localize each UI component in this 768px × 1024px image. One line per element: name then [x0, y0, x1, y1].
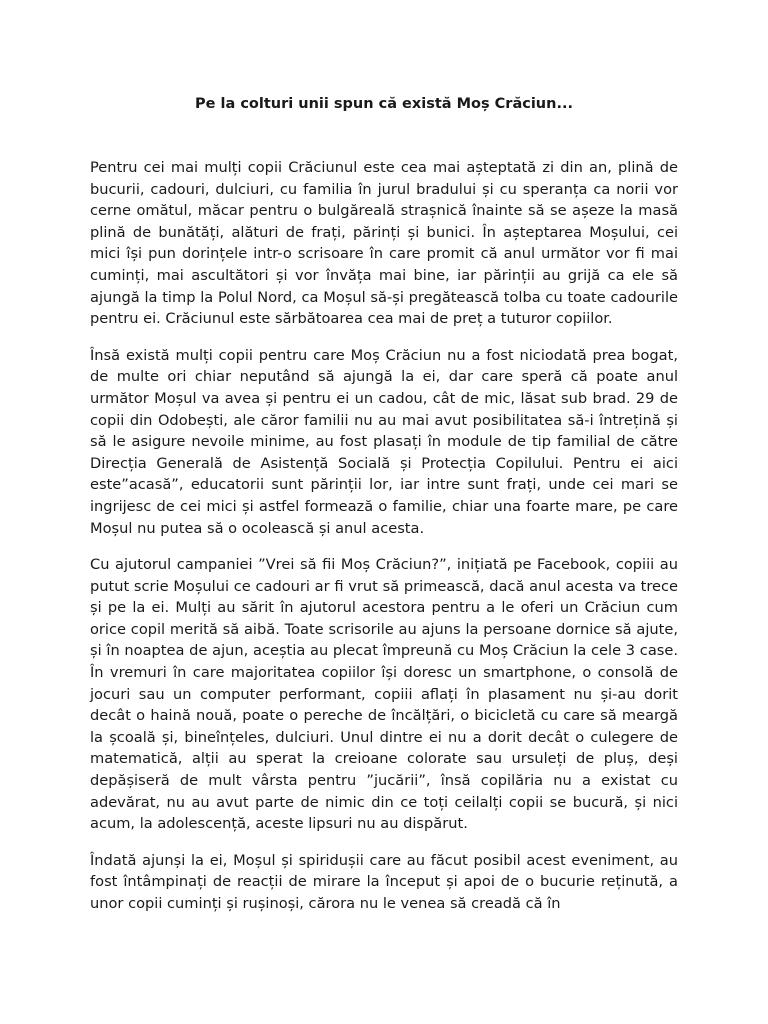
paragraph-4: Îndată ajunși la ei, Moșul și spiridușii care au făcut posibil acest eveniment, au fost întâmpinați de reacții de mirare la început și apoi de o bucurie reținută, a unor copii cuminți și rușinoși, cărora nu le venea să creadă că în: [90, 851, 678, 912]
paragraph-3: Cu ajutorul campaniei ”Vrei să fii Moș Crăciun?”, inițiată pe Facebook, copiii au putut scrie Moșului ce cadouri ar fi vrut să primească, dacă anul acesta va trece și pe la ei. Mulți au sărit în ajutorul acestora pentru a le oferi un Crăciun cum orice copil merită să aibă. Toate scrisorile au ajuns la persoane dornice să ajute, și în noaptea de ajun, aceștia au plecat împreună cu Moș Crăciun la cele 3 case. În vremuri în care majoritatea copiilor își doresc un smartphone, o consolă de jocuri sau un computer performant, copiii aflați în plasament nu și-au dorit decât o haină nouă, poate o pereche de încălțări, o bicicletă cu care să meargă la școală și, bineînțeles, dulciuri. Unul dintre ei nu a dorit decât o culegere de matematică, alții au sperat la creioane colorate sau ursuleți de pluș, deși depășiseră de mult vârsta pentru ”jucării”, însă copilăria nu a existat cu adevărat, nu au avut parte de nimic din ce toți ceilalți copii se bucură, și nici acum, la adolescență, aceste lipsuri nu au dispărut.: [90, 556, 678, 833]
paragraph-1: Pentru cei mai mulți copii Crăciunul este cea mai așteptată zi din an, plină de bucurii, cadouri, dulciuri, cu familia în jurul bradului și cu speranța ca norii vor cerne omătul, măcar pentru o bulgăreală strașnică înainte să se așeze la masă plină de bunătăți, alături de frați, părinți și bunici. În așteptarea Moșului, cei mici își pun dorințele intr-o scrisoare în care promit că anul următor vor fi mai cuminți, mai ascultători și vor învăța mai bine, iar părinții au grijă ca ele să ajungă la timp la Polul Nord, ca Moșul să-și pregătească tolba cu toate cadourile pentru ei. Crăciunul este sărbătoarea cea mai de preț a tuturor copiilor.: [90, 159, 678, 328]
document-body: [90, 157, 678, 930]
paragraph-2: Însă există mulți copii pentru care Moș Crăciun nu a fost niciodată prea bogat, de multe ori chiar neputând să ajungă la ei, dar care speră că poate anul următor Moșul va avea și pentru ei un cadou, cât de mic, lăsat sub brad. 29 de copii din Odobești, ale căror familii nu au mai avut posibilitatea să-i întrețină și să le asigure nevoile minime, au fost plasați în module de tip familial de către Direcția Generală de Asistență Socială și Protecția Copilului. Pentru ei aici este”acasă”, educatorii sunt părinții lor, iar intre sunt frați, unde cei mari se ingrijesc de cei mici și astfel formează o familie, chiar una foarte mare, pe care Moșul nu putea să o ocolească și anul acesta.: [90, 346, 678, 537]
document-title: Pe la colturi unii spun că există Moș Crăciun...: [195, 96, 573, 112]
